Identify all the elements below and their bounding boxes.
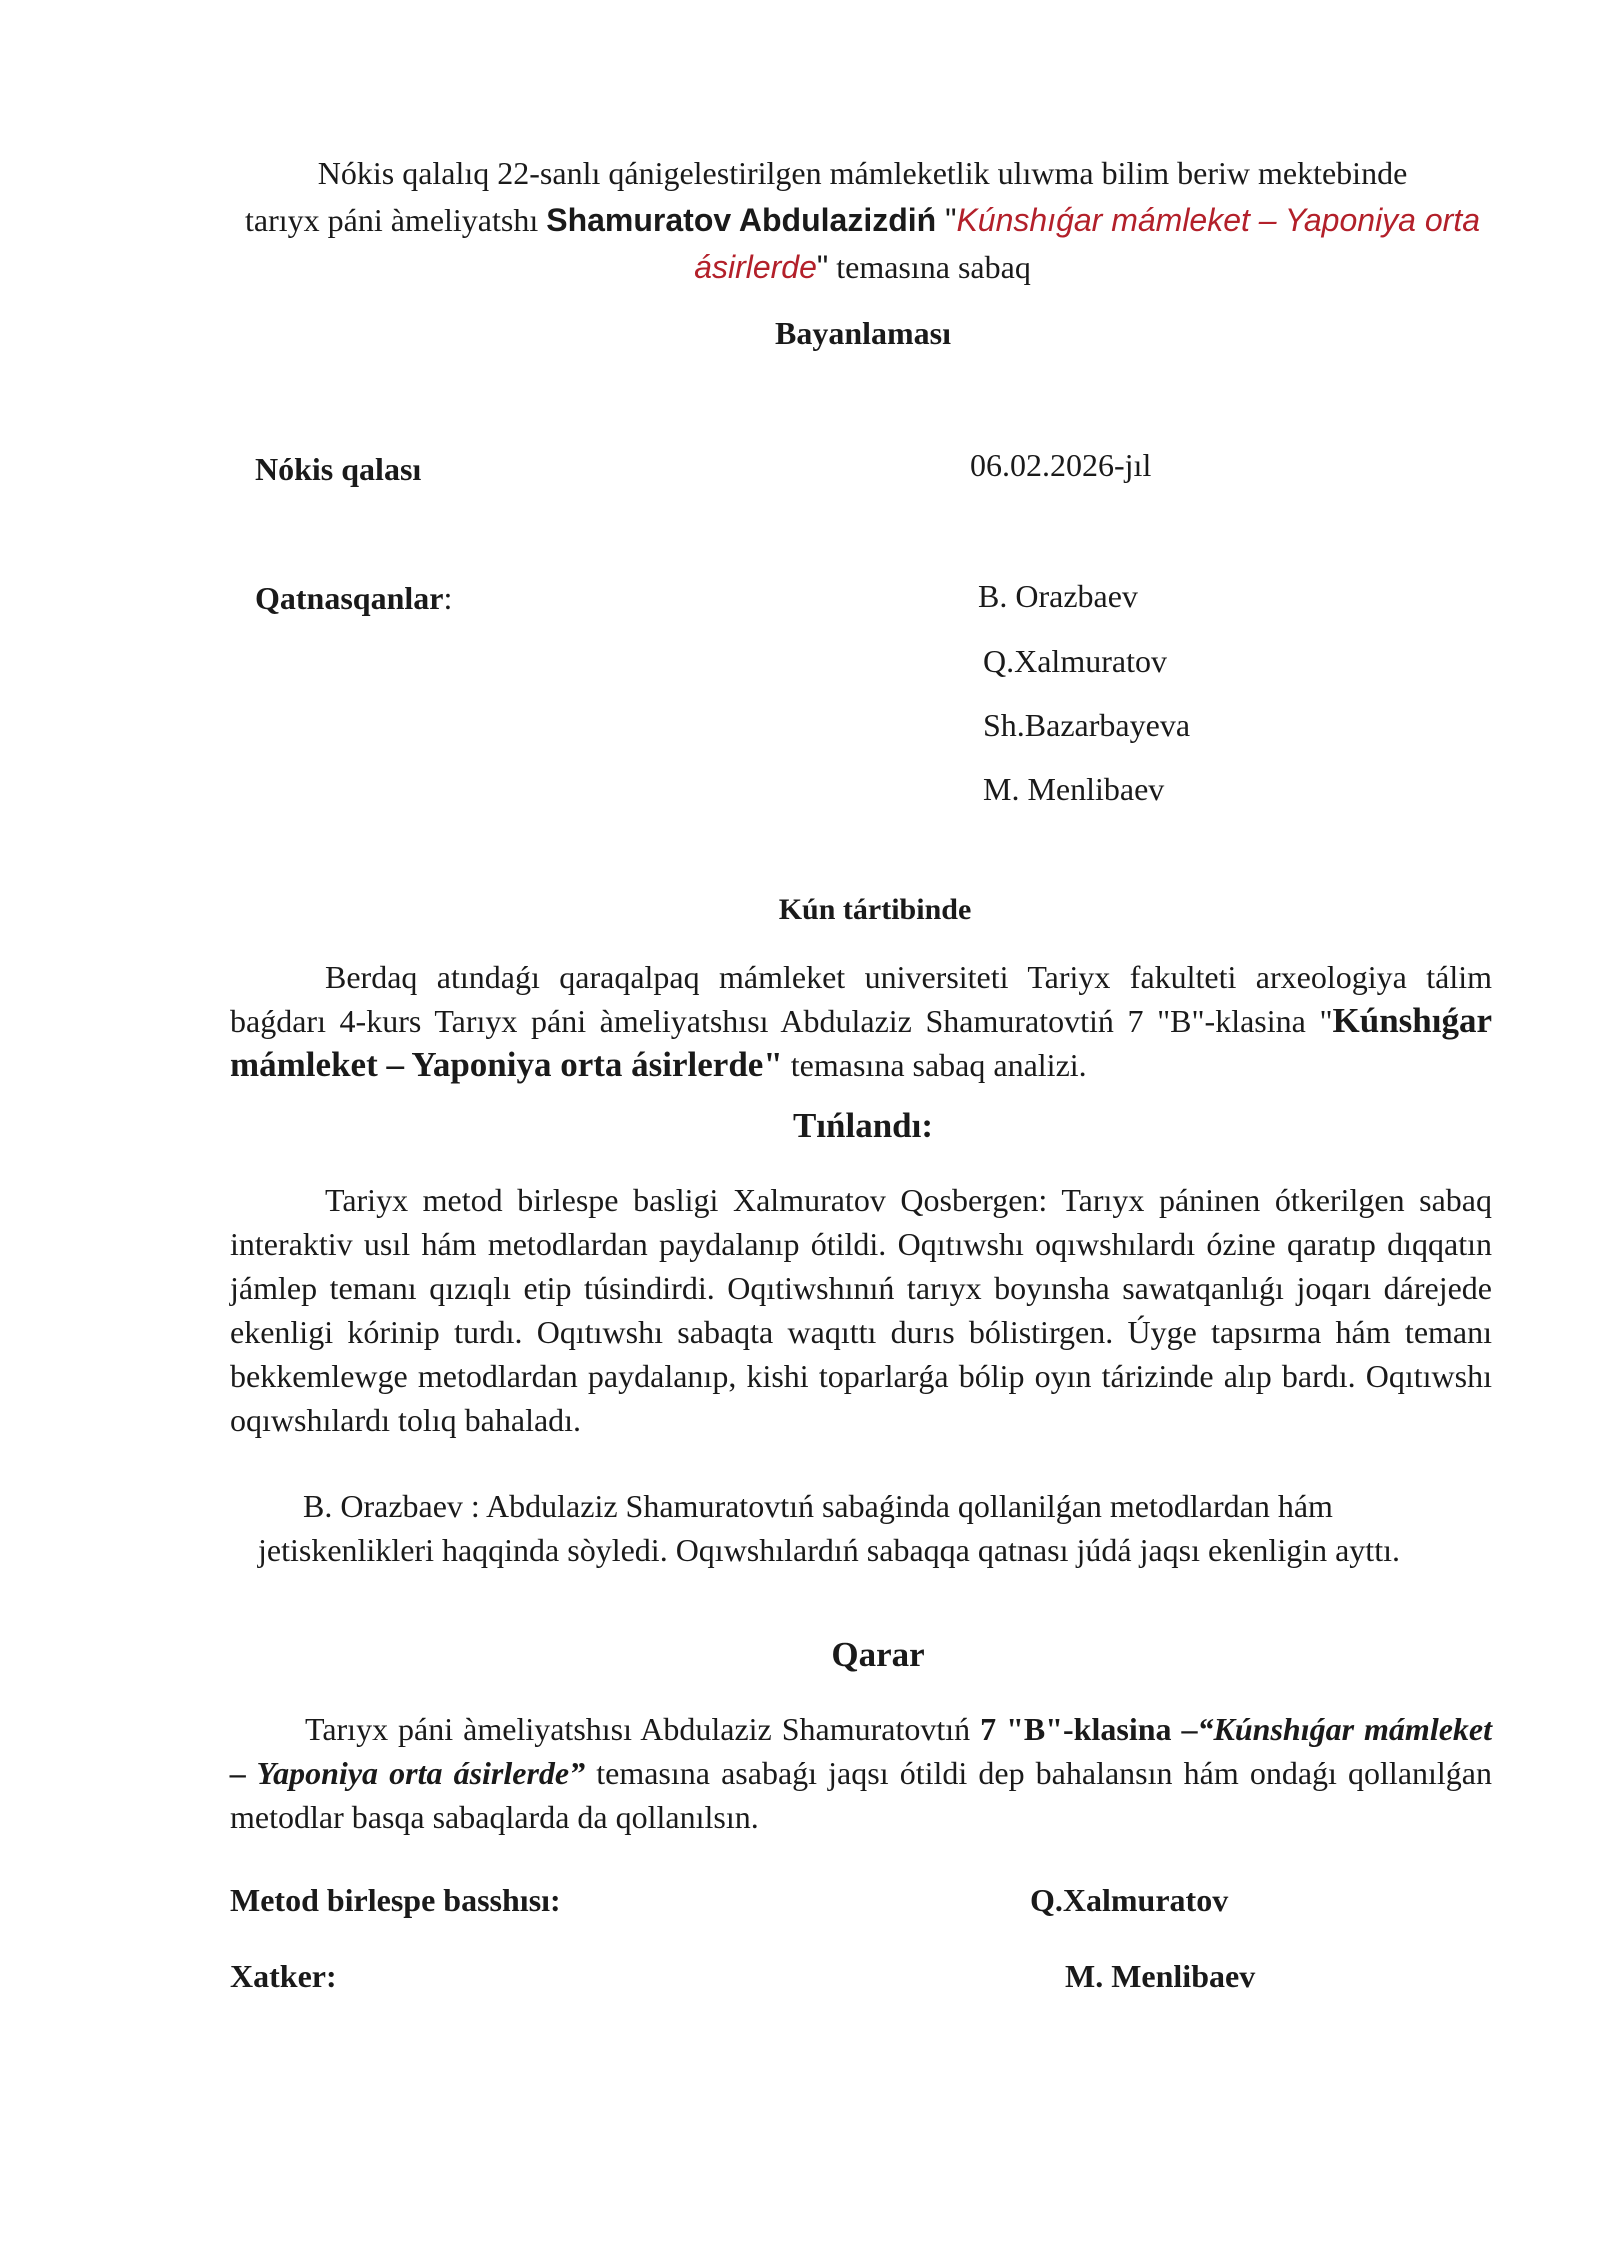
participant-4: M. Menlibaev xyxy=(983,771,1165,807)
header-topic: Kúnshıǵar mámleket – Yaponiya orta ásirlerde xyxy=(694,202,1480,285)
meeting-date: 06.02.2026-jıl xyxy=(970,447,1152,483)
header-suffix: temasına sabaq xyxy=(828,249,1031,285)
agenda-text: Berdaq atındaǵı qaraqalpaq mámleket universiteti Tariyx fakulteti arxeologiya tálim baǵdarı 4-kurs Tarıyx páni àmeliyatshısı Abdulaziz Shamuratovtiń 7 "B"-klasina "Kúnshıǵar mámleket – Yaponiya orta ásirlerde" temasına sabaq analizi. xyxy=(230,959,1492,1084)
document-title: Bayanlaması xyxy=(774,315,952,351)
header-role: tarıyx páni àmeliyatshı xyxy=(244,202,547,238)
listened-heading: Tıńlandı: xyxy=(792,1106,934,1145)
header-school: Nókis qalalıq 22-sanlı qánigelestirilgen mámleketlik ulıwma bilim beriw mektebinde xyxy=(317,155,1408,191)
agenda-heading: Kún tártibinde xyxy=(778,893,972,926)
participants-label: Qatnasqanlar: xyxy=(255,580,453,616)
header-teacher-name: Shamuratov Abdulazizdiń xyxy=(546,202,937,238)
place-label: Nókis qalası xyxy=(255,451,422,487)
head-signature-name: Q.Xalmuratov xyxy=(1030,1882,1229,1918)
document-header: Nókis qalalıq 22-sanlı qánigelestirilgen mámleketlik ulıwma bilim beriw mektebinde tarıyx páni àmeliyatshı Shamuratov Abdulazizdiń "Kúnshıǵar mámleket – Yaponiya orta ásirlerde" temasına sabaq xyxy=(244,155,1480,285)
writer-signature-label: Xatker: xyxy=(230,1958,337,1994)
orazbaev-statement: B. Orazbaev : Abdulaziz Shamuratovtıń sabaǵinda qollanilǵan metodlardan hám jetiskenlikleri haqqinda sòyledi. Oqıwshılardıń sabaqqa qatnası júdá jaqsı ekenligin ayttı. xyxy=(258,1488,1400,1568)
participant-3: Sh.Bazarbayeva xyxy=(983,707,1191,743)
listened-text: Tariyx metod birlespe basligi Xalmuratov Qosbergen: Tarıyx páninen ótkerilgen sabaq interaktiv usıl hám metodlardan paydalanıp ótildi. Oqıtıwshı oqıwshılardı ózine qaratıp dıqqatın jámlep temanı qızıqlı etip túsindirdi. Oqıtiwshınıń tarıyx boyınsha sawatqanlıǵı joqarı dárejede ekenligi kórinip turdı. Oqıtıwshı sabaqta waqıttı durıs bólistirgen. Úyge tapsırma hám temanı bekkemlewge metodlardan paydalanıp, kishi toparlarǵa bólip oyın tárizinde alıp bardı. Oqıtıwshı oqıwshılardı tolıq bahaladı. xyxy=(230,1182,1492,1438)
decision-text: Tarıyx páni àmeliyatshısı Abdulaziz Shamuratovtıń 7 "B"-klasina –“Kúnshıǵar mámleket – Yaponiya orta ásirlerde” temasına asabaǵı jaqsı ótildi dep bahalansın hám ondaǵı qollanılǵan metodlar basqa sabaqlarda da qollanılsın. xyxy=(230,1711,1493,1835)
participant-1: B. Orazbaev xyxy=(978,578,1138,614)
participant-2: Q.Xalmuratov xyxy=(983,643,1167,679)
decision-heading: Qarar xyxy=(831,1635,925,1674)
writer-signature-name: M. Menlibaev xyxy=(1065,1958,1256,1994)
head-signature-label: Metod birlespe basshısı: xyxy=(230,1882,561,1918)
